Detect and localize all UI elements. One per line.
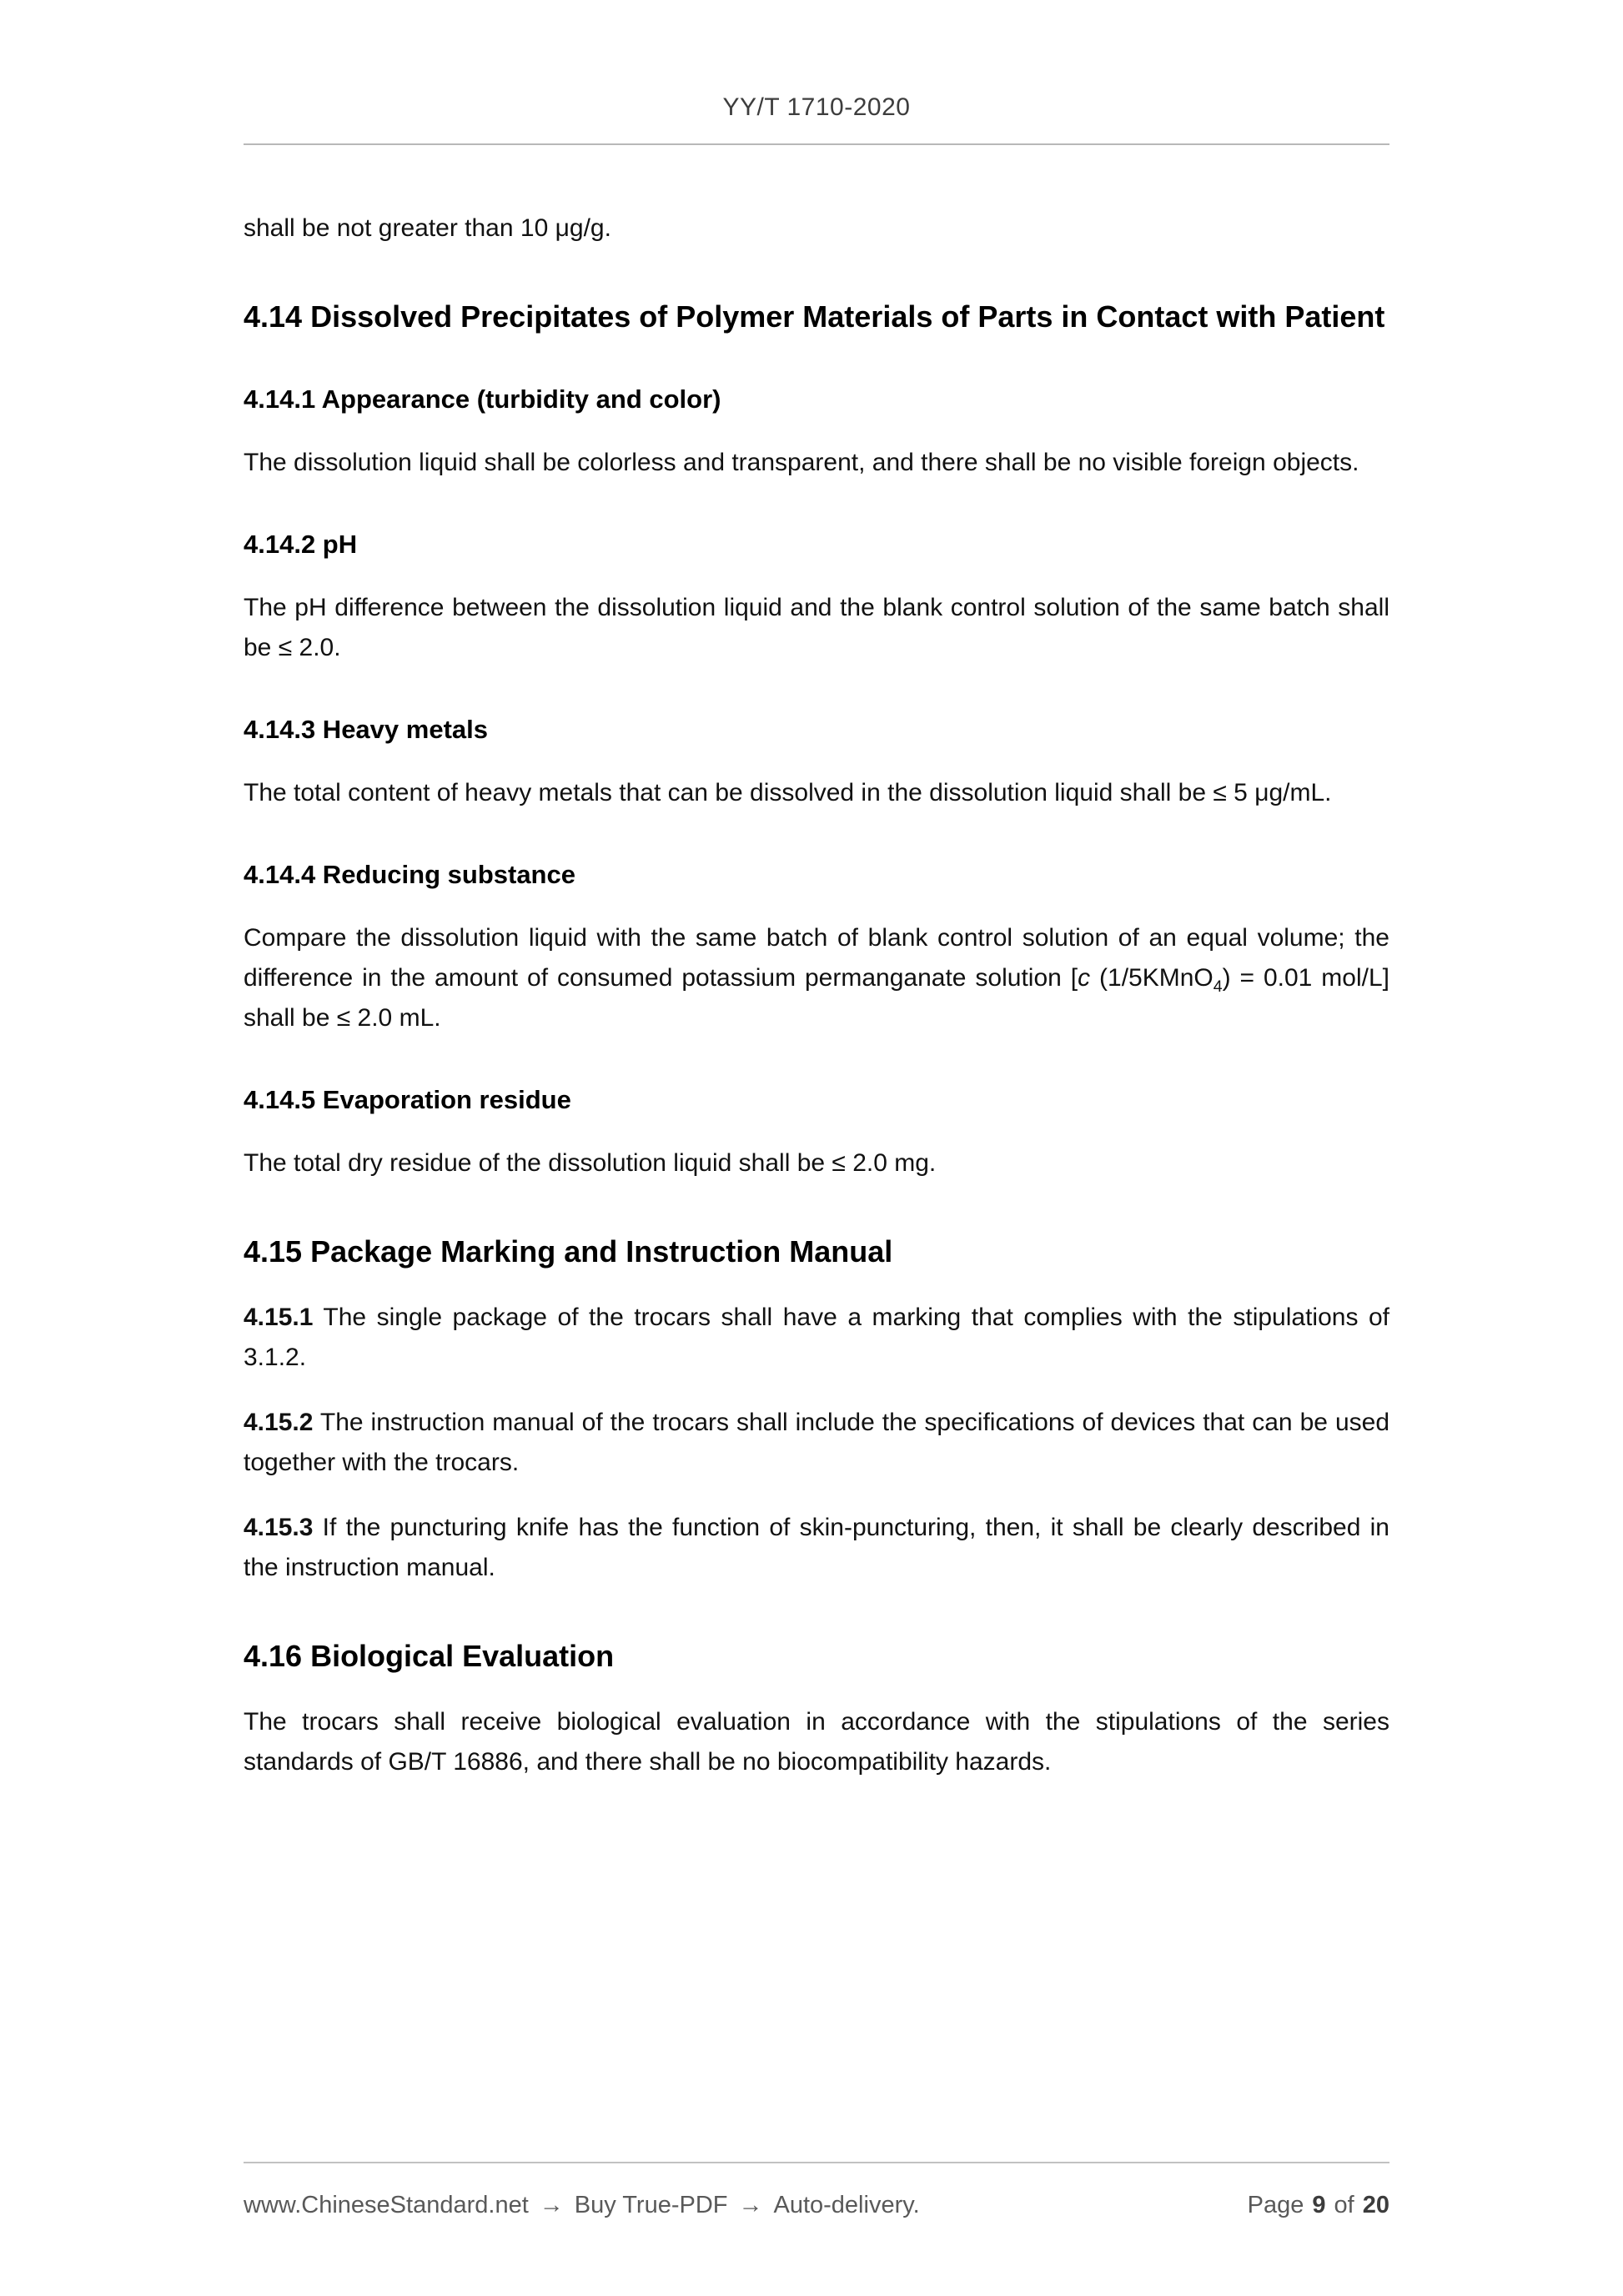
paragraph-appearance: The dissolution liquid shall be colorless and transparent, and there shall be no visible foreign objects.	[244, 449, 1359, 476]
clause-number-4-15-2: 4.15.2	[244, 1409, 314, 1436]
clause-text-4-15-1: The single package of the trocars shall have a marking that complies with the stipulations of 3.1.2.	[244, 1304, 1389, 1371]
page-footer	[244, 2162, 1389, 2219]
clause-number-4-15-3: 4.15.3	[244, 1514, 314, 1541]
italic-concentration-c: c	[1078, 964, 1091, 992]
standard-number-title: YY/T 1710-2020	[722, 93, 911, 121]
paragraph-evaporation-residue: The total dry residue of the dissolution liquid shall be ≤ 2.0 mg.	[244, 1149, 937, 1177]
document-body	[244, 198, 1389, 1807]
reducing-text-1: Compare the dissolution liquid with the same batch of blank control solution of an equal volume; the difference in the amount of consumed potassium permanganate solution [	[244, 924, 1389, 992]
paragraph-ph: The pH difference between the dissolution liquid and the blank control solution of the same batch shall be ≤ 2.0.	[244, 594, 1389, 661]
heading-4-16: 4.16 Biological Evaluation	[244, 1639, 615, 1673]
kmno4-subscript: 4	[1213, 977, 1223, 996]
paragraph-reducing-substance	[244, 918, 1389, 1038]
reducing-text-3: ) = 0.01 mol/L] shall be ≤ 2.0 mL.	[244, 964, 1389, 1032]
paragraph-4-15-1	[244, 1298, 1389, 1378]
clause-text-4-15-3: If the puncturing knife has the function of skin-puncturing, then, it shall be clearly described in the instruction manual.	[244, 1514, 1389, 1581]
footer-source-line	[244, 2192, 920, 2219]
buy-pdf-text: Buy True-PDF	[574, 2192, 728, 2218]
header-divider	[244, 143, 1389, 145]
clause-text-4-15-2: The instruction manual of the trocars shall include the specifications of devices that can be used together with the trocars.	[244, 1409, 1389, 1476]
paragraph-4-15-2	[244, 1403, 1389, 1483]
arrow-right-icon: →	[539, 2192, 564, 2218]
total-page-number: 20	[1362, 2192, 1389, 2218]
website-link[interactable]: www.ChineseStandard.net	[244, 2192, 529, 2218]
heading-4-14-3: 4.14.3 Heavy metals	[244, 715, 488, 744]
auto-delivery-text: Auto-delivery.	[773, 2192, 920, 2218]
clause-number-4-15-1: 4.15.1	[244, 1304, 314, 1331]
paragraph-heavy-metals: The total content of heavy metals that can be dissolved in the dissolution liquid shall be ≤ 5 μg/mL.	[244, 779, 1332, 806]
page-header	[244, 0, 1389, 145]
heading-4-15: 4.15 Package Marking and Instruction Manual	[244, 1234, 893, 1269]
heading-4-14-2: 4.14.2 pH	[244, 530, 358, 559]
current-page-number: 9	[1312, 2192, 1326, 2218]
reducing-text-2: (1/5KMnO	[1090, 964, 1213, 992]
heading-4-14-5: 4.14.5 Evaporation residue	[244, 1085, 571, 1114]
footer-row	[244, 2192, 1389, 2219]
heading-4-14: 4.14 Dissolved Precipitates of Polymer Materials of Parts in Contact with Patient	[244, 299, 1385, 334]
of-label: of	[1334, 2192, 1354, 2218]
heading-4-14-4: 4.14.4 Reducing substance	[244, 860, 575, 889]
page-label: Page	[1247, 2192, 1304, 2218]
arrow-right-icon: →	[738, 2192, 763, 2218]
page-indicator	[1248, 2192, 1389, 2219]
paragraph-biological-evaluation: The trocars shall receive biological evaluation in accordance with the stipulations of the series standards of GB/T 16886, and there shall be no biocompatibility hazards.	[244, 1708, 1389, 1776]
footer-divider	[244, 2162, 1389, 2163]
paragraph-4-15-3	[244, 1508, 1389, 1588]
heading-4-14-1: 4.14.1 Appearance (turbidity and color)	[244, 384, 721, 414]
paragraph-continuation: shall be not greater than 10 μg/g.	[244, 214, 611, 242]
